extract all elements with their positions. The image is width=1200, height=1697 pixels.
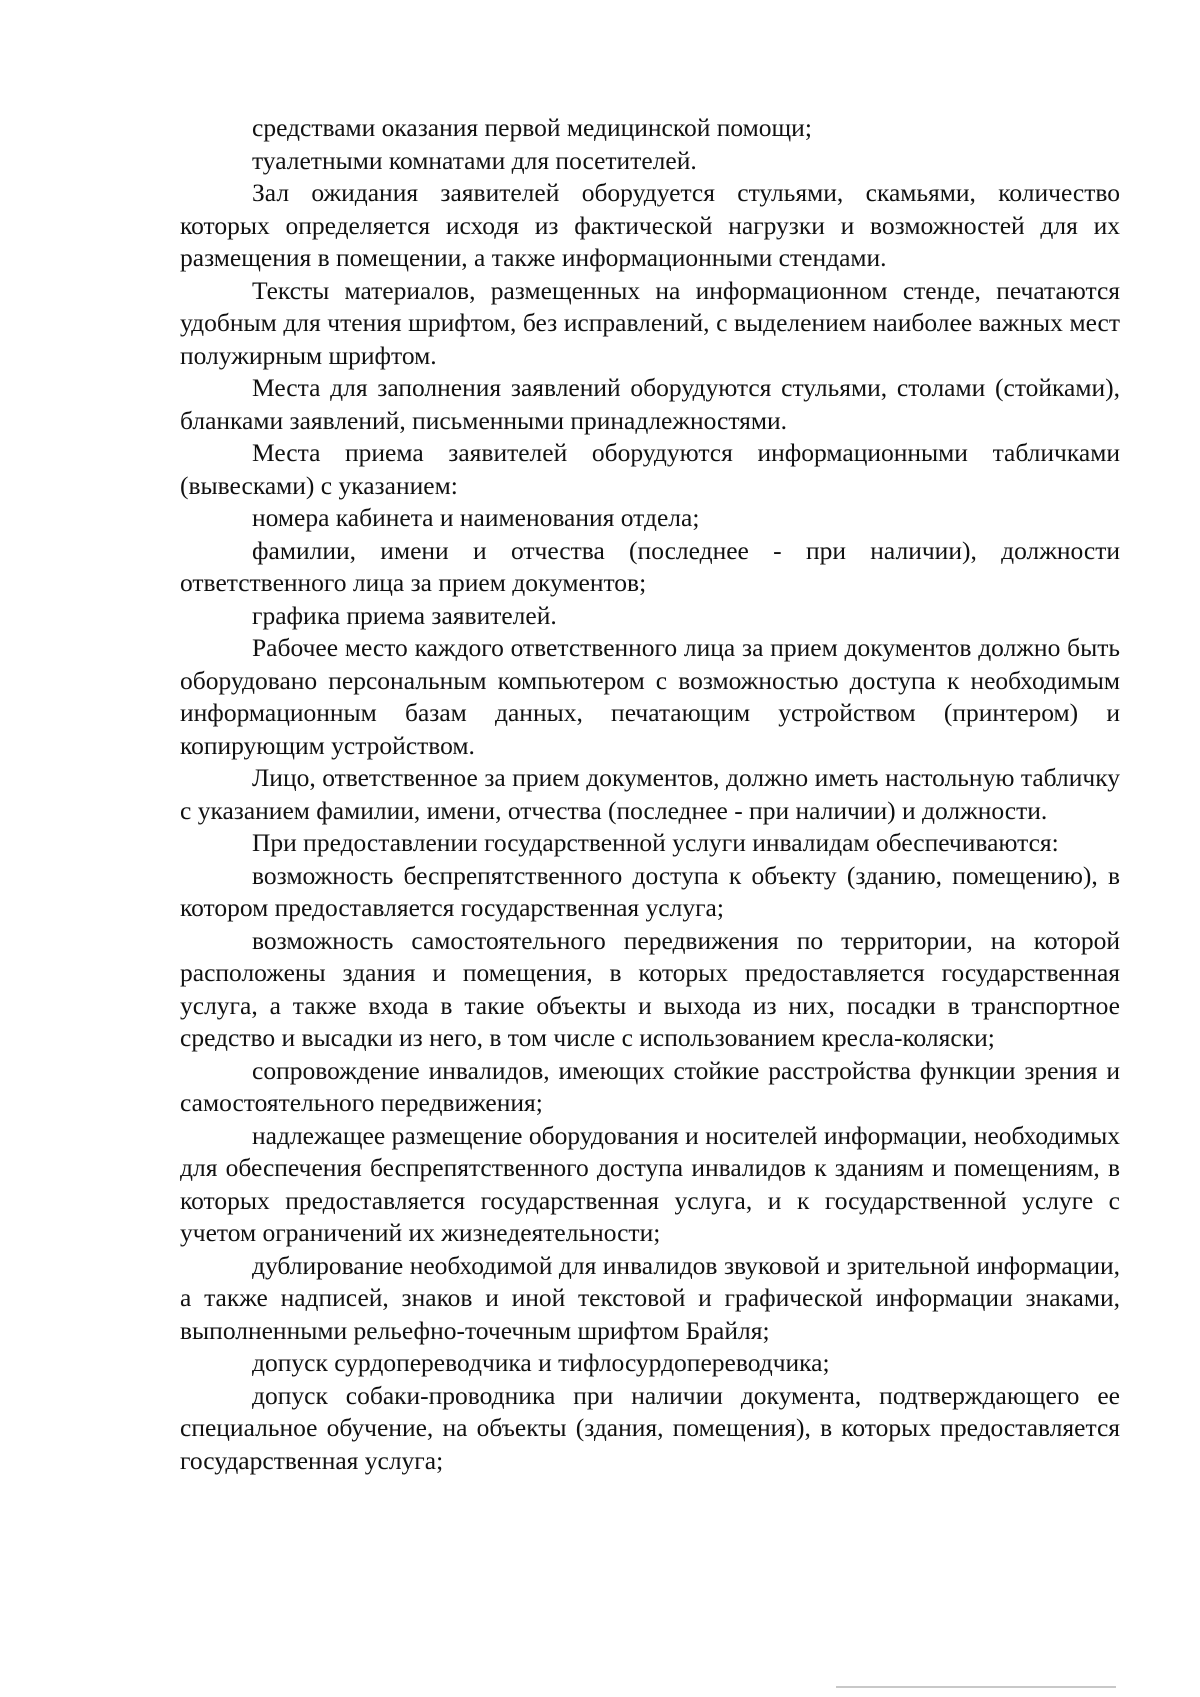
paragraph-schedule: графика приема заявителей. [252,600,557,630]
paragraph-desk-sign: Лицо, ответственное за прием документов, должно иметь настольную табличку с указанием фамилии, имени, отчества (последнее - при наличии) и должности. [180,763,1120,825]
paragraph-accompaniment: сопровождение инвалидов, имеющих стойкие расстройства функции зрения и самостоятельного передвижения; [180,1055,1120,1117]
paragraph-stand-texts: Тексты материалов, размещенных на информационном стенде, печатаются удобным для чтения шрифтом, без исправлений, с выделением наиболее важных мест полужирным шрифтом. [180,275,1120,370]
paragraph-sign-interpreter: допуск сурдопереводчика и тифлосурдопереводчика; [252,1348,830,1377]
document-body [180,112,1120,1477]
paragraph-toilets: туалетными комнатами для посетителей. [252,145,697,175]
paragraph-office-number: номера кабинета и наименования отдела; [252,503,700,532]
paragraph-independent-movement: возможность самостоятельного передвижения по территории, на которой расположены здания и помещения, в которых предоставляется государственная услуга, а также входа в такие объекты и выхода из них, посадки в транспортное средство и высадки из него, в том числе с использованием кресла-коляски; [180,925,1120,1052]
paragraph-guide-dog: допуск собаки-проводника при наличии документа, подтверждающего ее специальное обучение, на объекты (здания, помещения), в которых предоставляется государственная услуга; [180,1380,1120,1475]
paragraph-responsible-person: фамилии, имени и отчества (последнее - при наличии), должности ответственного лица за прием документов; [180,535,1120,597]
paragraph-reception-places: Места приема заявителей оборудуются информационными табличками (вывесками) с указанием: [180,438,1120,500]
scan-artifact-line [836,1686,1116,1688]
paragraph-equipment-placement: надлежащее размещение оборудования и носителей информации, необходимых для обеспечения беспрепятственного доступа инвалидов к зданиям и помещениям, в которых предоставляется государственная услуга, и к государственной услуге с учетом ограничений их жизнедеятельности; [180,1120,1120,1247]
paragraph-free-access: возможность беспрепятственного доступа к объекту (зданию, помещению), в котором предоставляется государственная услуга; [180,860,1120,922]
paragraph-filling-places: Места для заполнения заявлений оборудуются стульями, столами (стойками), бланками заявлений, письменными принадлежностями. [180,373,1120,435]
paragraph-braille: дублирование необходимой для инвалидов звуковой и зрительной информации, а также надписей, знаков и иной текстовой и графической информации знаками, выполненными рельефно-точечным шрифтом Брайля; [180,1250,1120,1345]
paragraph-first-aid: средствами оказания первой медицинской помощи; [252,113,812,142]
paragraph-disabled-services: При предоставлении государственной услуги инвалидам обеспечиваются: [252,828,1059,857]
paragraph-waiting-hall: Зал ожидания заявителей оборудуется стульями, скамьями, количество которых определяется исходя из фактической нагрузки и возможностей для их размещения в помещении, а также информационными стендами. [180,178,1120,272]
paragraph-workplace: Рабочее место каждого ответственного лица за прием документов должно быть оборудовано персональным компьютером с возможностью доступа к необходимым информационным базам данных, печатающим устройством (принтером) и копирующим устройством. [180,633,1120,760]
